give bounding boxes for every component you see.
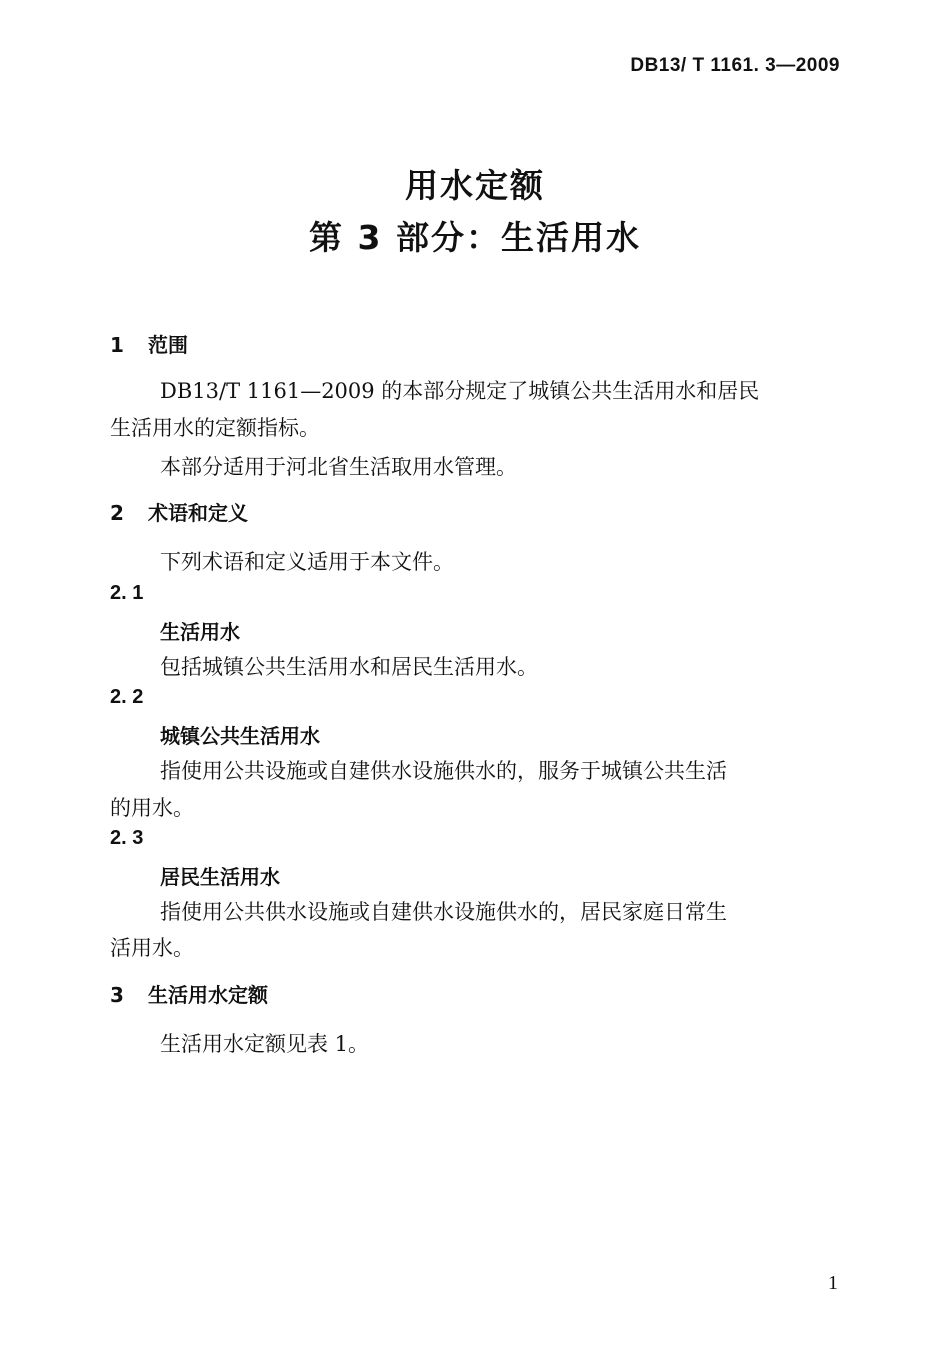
section-1-heading	[110, 329, 188, 358]
term-2-3-number: 2. 3	[110, 827, 144, 849]
section-2-title: 术语和定义	[148, 501, 248, 525]
section-3-title: 生活用水定额	[148, 983, 268, 1007]
term-2-3-definition-line-1: 指使用公共供水设施或自建供水设施供水的，居民家庭日常生	[160, 900, 727, 924]
section-1-title: 范围	[148, 333, 188, 357]
section-1-paragraph-1-line-2: 生活用水的定额指标。	[110, 416, 320, 440]
section-1-paragraph-1-line-1: DB13/T 1161—2009 的本部分规定了城镇公共生活用水和居民	[160, 379, 760, 403]
section-2-intro: 下列术语和定义适用于本文件。	[160, 550, 454, 574]
document-subtitle: 第 3 部分：生活用水	[309, 218, 641, 257]
term-2-3-name: 居民生活用水	[160, 865, 280, 889]
section-3-number: 3	[110, 983, 124, 1007]
section-3-paragraph: 生活用水定额见表 1。	[160, 1032, 370, 1056]
section-3-heading	[110, 979, 268, 1008]
page-number: 1	[828, 1272, 838, 1294]
section-2-number: 2	[110, 501, 124, 525]
term-2-1-number: 2. 1	[110, 582, 144, 604]
term-2-2-number: 2. 2	[110, 686, 144, 708]
term-2-1-name: 生活用水	[160, 620, 240, 644]
term-2-1-definition: 包括城镇公共生活用水和居民生活用水。	[160, 655, 538, 679]
term-2-3-definition-line-2: 活用水。	[110, 936, 194, 960]
term-2-2-definition-line-1: 指使用公共设施或自建供水设施供水的，服务于城镇公共生活	[160, 759, 727, 783]
section-2-heading	[110, 497, 248, 526]
document-title: 用水定额	[405, 166, 545, 205]
section-1-paragraph-2: 本部分适用于河北省生活取用水管理。	[160, 455, 517, 479]
standard-code: DB13/ T 1161. 3—2009	[630, 55, 840, 76]
section-1-number: 1	[110, 333, 124, 357]
term-2-2-definition-line-2: 的用水。	[110, 796, 194, 820]
term-2-2-name: 城镇公共生活用水	[160, 724, 320, 748]
